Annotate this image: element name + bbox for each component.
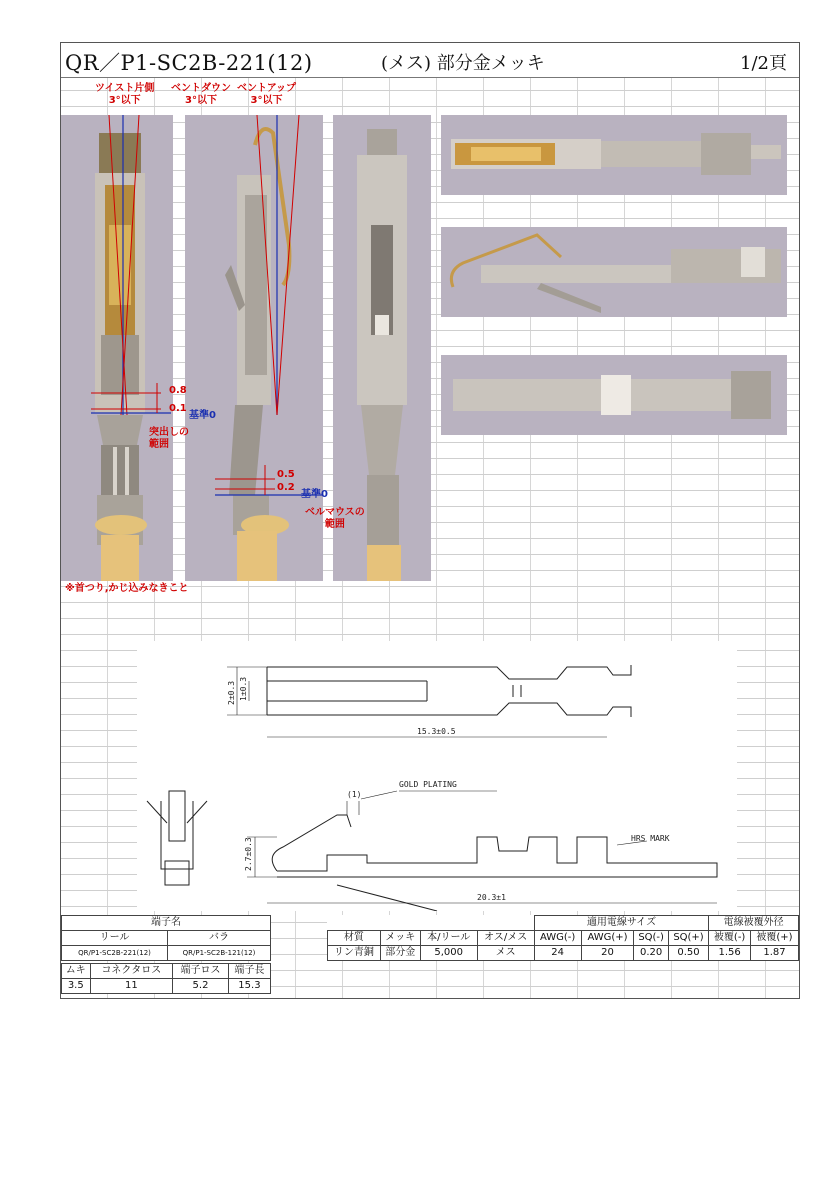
val-sq-min: 0.20 [634,946,668,961]
col-sq-min: SQ(-) [634,931,668,946]
reference-zero-b: 基準0 [301,489,328,500]
twist-label: ツイスト片側 3°以下 [95,83,155,106]
col-connector-loss: コネクタロス [90,964,173,979]
val-strip: 3.5 [62,979,91,994]
val-terminal-length: 15.3 [228,979,270,994]
col-insulation-max: 被覆(+) [751,931,799,946]
col-gender: オス/メス [477,931,534,946]
reel-part-number: QR/P1-SC2B-221(12) [62,946,168,961]
col-plating: メッキ [380,931,420,946]
col-insulation-min: 被覆(-) [709,931,751,946]
page-number: 1/2頁 [740,53,787,74]
bend-down-label: ベントダウン 3°以下 [171,83,231,106]
col-per-reel: 本/リール [420,931,477,946]
col-terminal-length: 端子長 [228,964,270,979]
col-awg-min: AWG(-) [534,931,581,946]
dim-total: 20.3±1 [477,893,506,902]
val-insulation-min: 1.56 [709,946,751,961]
strip-length-table [61,963,271,994]
photo-top-gold [441,115,787,195]
photo-side-bend [185,115,323,581]
material-table [327,915,799,961]
val-gender: メス [477,946,534,961]
col-awg-max: AWG(+) [581,931,634,946]
part-number: QR／P1-SC2B-221(12) [65,51,313,75]
val-plating: 部分金 [380,946,420,961]
gold-plating-label: GOLD PLATING [399,780,457,789]
protrusion-range: 突出しの 範囲 [149,427,189,450]
spec-sheet [60,42,800,999]
val-sq-max: 0.50 [668,946,708,961]
wire-size-header: 適用電線サイズ [534,916,709,931]
dim-length: 15.3±0.5 [417,727,456,736]
technical-drawing [137,641,737,911]
val-per-reel: 5,000 [420,946,477,961]
loose-part-number: QR/P1-SC2B-121(12) [168,946,271,961]
plating-note: (メス) 部分金メッキ [381,53,545,74]
insulation-header: 電線被覆外径 [709,916,799,931]
no-bite-note: ※首つり,かじ込みなきこと [65,583,189,594]
val-awg-min: 24 [534,946,581,961]
photo-bottom [441,355,787,435]
photo-side [441,227,787,317]
reference-zero-a: 基準0 [189,410,216,421]
dim-height: 2.7±0.3 [244,837,253,871]
dim-inner: 1±0.3 [239,676,248,701]
bend-up-label: ベントアップ 3°以下 [237,83,296,106]
reel-header: リール [62,931,168,946]
loose-header: バラ [168,931,271,946]
val-material: リン青銅 [328,946,381,961]
photo-front-twist [61,115,173,581]
title-bar [61,43,799,78]
val-connector-loss: 11 [90,979,173,994]
dim-0-2: 0.2 [277,482,295,493]
col-sq-max: SQ(+) [668,931,708,946]
bellmouth-range: ベルマウスの 範囲 [305,507,365,530]
val-insulation-max: 1.87 [751,946,799,961]
col-terminal-loss: 端子ロス [173,964,229,979]
terminal-name-header: 端子名 [62,916,271,931]
dim-0-5: 0.5 [277,469,295,480]
val-terminal-loss: 5.2 [173,979,229,994]
val-awg-max: 20 [581,946,634,961]
hrs-mark-label: HRS MARK [631,834,670,843]
dim-0-1: 0.1 [169,403,187,414]
terminal-name-table [61,915,271,961]
dim-width: 2±0.3 [227,680,236,705]
dim-0-8: 0.8 [169,385,187,396]
col-material: 材質 [328,931,381,946]
col-strip: ムキ [62,964,91,979]
gold-plating-marker: (1) [347,790,362,799]
